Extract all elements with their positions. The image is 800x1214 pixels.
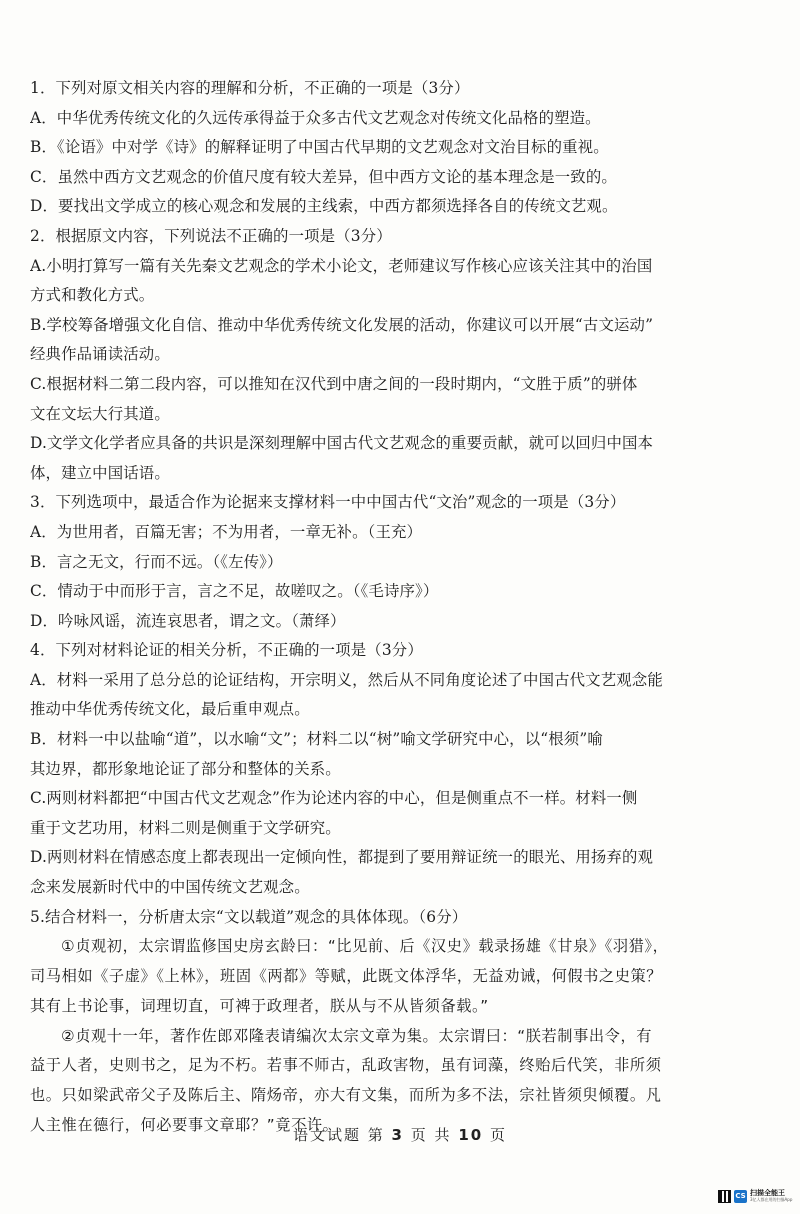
question-stem: 5.结合材料一，分析唐太宗“文以载道”观念的具体体现。（6分） <box>30 907 468 926</box>
quote-paragraph-2-line: 也。只如梁武帝父子及陈后主、隋炀帝，亦大有文集，而所为多不法，宗社皆须臾倾覆。凡 <box>30 1086 662 1105</box>
footer-suffix: 页 <box>489 1126 507 1144</box>
option-d: D．吟咏风谣，流连哀思者，谓之文。（萧绎） <box>30 611 346 630</box>
question-4 <box>30 636 772 902</box>
option-c: C．虽然中西方文艺观念的价值尺度有较大差异，但中西方文论的基本理念是一致的。 <box>30 167 617 186</box>
option-d: D．要找出文学成立的核心观念和发展的主线索，中西方都须选择各自的传统文艺观。 <box>30 197 618 216</box>
option-b: B.学校筹备增强文化自信、推动中华优秀传统文化发展的活动，你建议可以开展“古文运动” <box>30 315 654 334</box>
scanner-watermark <box>718 1188 792 1204</box>
option-c: C.两则材料都把“中国古代文艺观念”作为论述内容的中心，但是侧重点不一样。材料一侧 <box>30 789 638 808</box>
question-stem: 4．下列对材料论证的相关分析，不正确的一项是（3分） <box>30 641 423 660</box>
option-c-continued: 重于文艺功用，材料二则是侧重于文学研究。 <box>30 818 341 837</box>
question-stem: 2．根据原文内容，下列说法不正确的一项是（3分） <box>30 226 392 245</box>
option-a-continued: 方式和教化方式。 <box>30 286 155 305</box>
option-c: C.根据材料二第二段内容，可以推知在汉代到中唐之间的一段时期内，“文胜于质”的骈体 <box>30 374 638 393</box>
page-footer <box>0 1124 800 1145</box>
option-b-continued: 经典作品诵读活动。 <box>30 345 170 364</box>
option-b: B．言之无文，行而不远。（《左传》） <box>30 552 283 571</box>
page-number: 3 <box>391 1126 404 1144</box>
option-b: B．材料一中以盐喻“道”，以水喻“文”；材料二以“树”喻文学研究中心，以“根须”喻 <box>30 730 603 749</box>
qr-code-icon <box>718 1190 731 1203</box>
option-d: D.两则材料在情感态度上都表现出一定倾向性，都提到了要用辩证统一的眼光、用扬弃的观 <box>30 848 654 867</box>
question-1 <box>30 74 772 222</box>
option-d: D.文学文化学者应具备的共识是深刻理解中国古代文艺观念的重要贡献，就可以回归中国本 <box>30 434 654 453</box>
option-a: A.小明打算写一篇有关先秦文艺观念的学术小论文，老师建议写作核心应该关注其中的治国 <box>30 256 653 275</box>
option-c-continued: 文在文坛大行其道。 <box>30 404 170 423</box>
watermark-title: 扫描全能王 <box>750 1189 785 1197</box>
question-stem: 1．下列对原文相关内容的理解和分析，不正确的一项是（3分） <box>30 79 470 97</box>
question-stem: 3．下列选项中，最适合作为论据来支撑材料一中中国古代“文治”观念的一项是（3分） <box>30 493 626 512</box>
option-b-continued: 其边界，都形象地论证了部分和整体的关系。 <box>30 759 341 778</box>
quote-paragraph-1-line: 其有上书论事，词理切直，可裨于政理者，朕从与不从皆须备载。” <box>30 996 489 1015</box>
option-b: B．《论语》中对学《诗》的解释证明了中国古代早期的文艺观念对文治目标的重视。 <box>30 138 609 157</box>
quote-paragraph-2-line: 人主惟在德行，何必要事文章耶？”竟不许。 <box>30 1116 339 1134</box>
option-a: A．为世用者，百篇无害；不为用者，一章无补。（王充） <box>30 522 423 541</box>
exam-page <box>30 74 772 1134</box>
total-pages: 10 <box>458 1126 484 1144</box>
quote-paragraph-1: ①贞观初，太宗谓监修国史房玄龄曰：“比见前、后《汉史》载录扬雄《甘泉》《羽猎》， <box>61 937 669 956</box>
option-c: C．情动于中而形于言，言之不足，故嗟叹之。（《毛诗序》） <box>30 582 439 601</box>
question-5 <box>30 903 772 1134</box>
footer-prefix: 语文试题 第 <box>292 1126 385 1144</box>
option-a-continued: 推动中华优秀传统文化，最后重申观点。 <box>30 700 310 719</box>
watermark-subtitle: 3亿人都在用的扫描App <box>750 1197 793 1202</box>
option-d-continued: 念来发展新时代中的中国传统文艺观念。 <box>30 878 310 897</box>
quote-paragraph-2-line: 益于人者，史则书之，足为不朽。若事不师古，乱政害物，虽有词藻，终贻后代笑，非所须 <box>30 1056 662 1075</box>
watermark-text <box>750 1190 792 1202</box>
quoted-material <box>30 932 772 1134</box>
question-3 <box>30 488 772 636</box>
camscanner-logo-icon: CS <box>734 1190 747 1203</box>
option-d-continued: 体，建立中国话语。 <box>30 463 170 482</box>
quote-paragraph-2: ②贞观十一年，著作佐郎邓隆表请编次太宗文章为集。太宗谓曰：“朕若制事出令，有 <box>61 1026 653 1045</box>
question-2 <box>30 222 772 488</box>
option-a: A．材料一采用了总分总的论证结构，开宗明义，然后从不同角度论述了中国古代文艺观念能 <box>30 670 663 689</box>
option-a: A．中华优秀传统文化的久远传承得益于众多古代文艺观念对传统文化品格的塑造。 <box>30 108 601 127</box>
footer-middle: 页 共 <box>410 1126 452 1144</box>
quote-paragraph-1-line: 司马相如《子虚》《上林》，班固《两都》等赋，此既文体浮华，无益劝诫，何假书之史策？ <box>30 967 663 986</box>
